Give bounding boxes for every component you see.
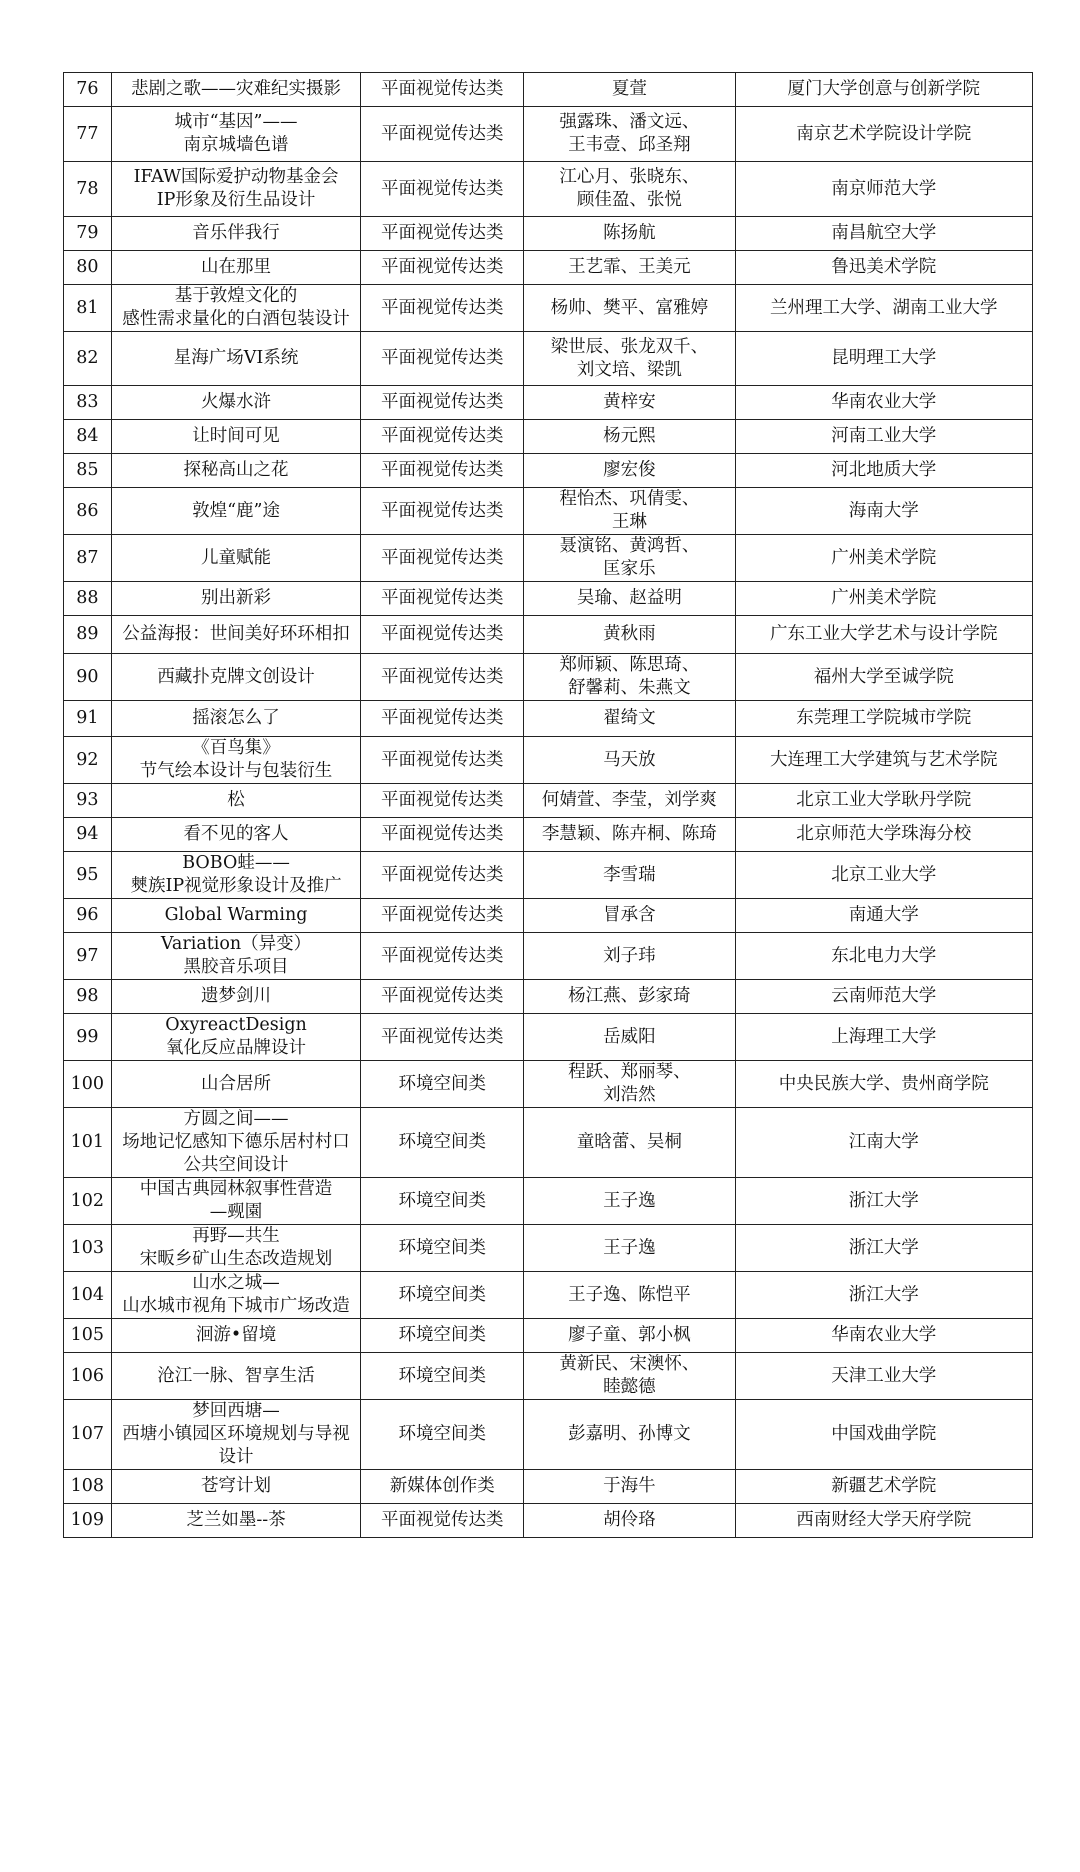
entry-number-cell: 87 [64,535,112,582]
authors-cell: 黄秋雨 [524,616,735,654]
school-cell: 河北地质大学 [735,454,1032,488]
table-row [64,332,1033,386]
table-row [64,899,1033,933]
table-row [64,582,1033,616]
authors-cell: 廖子童、郭小枫 [524,1319,735,1353]
work-title-cell: 山在那里 [111,251,361,285]
work-category-cell: 平面视觉传达类 [361,1014,524,1061]
authors-cell: 胡伶珞 [524,1504,735,1538]
work-title-cell: 基于敦煌文化的 感性需求量化的白酒包装设计 [111,285,361,332]
entry-number-cell: 92 [64,737,112,784]
table-row [64,1470,1033,1504]
table-row [64,1014,1033,1061]
table-row [64,488,1033,535]
authors-cell: 程跃、郑丽琴、 刘浩然 [524,1061,735,1108]
work-category-cell: 环境空间类 [361,1400,524,1470]
work-category-cell: 平面视觉传达类 [361,488,524,535]
school-cell: 江南大学 [735,1108,1032,1178]
table-row [64,701,1033,737]
authors-cell: 翟绮文 [524,701,735,737]
work-title-cell: 探秘高山之花 [111,454,361,488]
table-row [64,1108,1033,1178]
entry-number-cell: 106 [64,1353,112,1400]
authors-cell: 江心月、张晓东、 顾佳盈、张悦 [524,162,735,217]
work-title-cell: IFAW国际爱护动物基金会 IP形象及衍生品设计 [111,162,361,217]
work-title-cell: 让时间可见 [111,420,361,454]
work-category-cell: 平面视觉传达类 [361,332,524,386]
work-category-cell: 平面视觉传达类 [361,818,524,852]
work-category-cell: 平面视觉传达类 [361,386,524,420]
entry-number-cell: 79 [64,217,112,251]
work-title-cell: 摇滚怎么了 [111,701,361,737]
work-title-cell: 音乐伴我行 [111,217,361,251]
school-cell: 大连理工大学建筑与艺术学院 [735,737,1032,784]
entry-number-cell: 95 [64,852,112,899]
authors-cell: 于海牛 [524,1470,735,1504]
school-cell: 南京艺术学院设计学院 [735,107,1032,162]
work-title-cell: 火爆水浒 [111,386,361,420]
school-cell: 中国戏曲学院 [735,1400,1032,1470]
authors-cell: 郑师颖、陈思琦、 舒馨莉、朱燕文 [524,654,735,701]
table-row [64,1353,1033,1400]
work-title-cell: 松 [111,784,361,818]
work-title-cell: 沧江一脉、智享生活 [111,1353,361,1400]
authors-cell: 杨江燕、彭家琦 [524,980,735,1014]
work-category-cell: 平面视觉传达类 [361,852,524,899]
work-title-cell: 梦回西塘— 西塘小镇园区环境规划与导视 设计 [111,1400,361,1470]
work-category-cell: 环境空间类 [361,1319,524,1353]
entry-number-cell: 102 [64,1178,112,1225]
authors-cell: 廖宏俊 [524,454,735,488]
entry-number-cell: 91 [64,701,112,737]
school-cell: 浙江大学 [735,1225,1032,1272]
school-cell: 鲁迅美术学院 [735,251,1032,285]
entry-number-cell: 105 [64,1319,112,1353]
authors-cell: 冒承含 [524,899,735,933]
entry-number-cell: 84 [64,420,112,454]
work-title-cell: 芝兰如墨--茶 [111,1504,361,1538]
award-list-table [63,72,1033,1538]
entry-number-cell: 93 [64,784,112,818]
authors-cell: 王子逸 [524,1178,735,1225]
authors-cell: 程怡杰、巩倩雯、 王琳 [524,488,735,535]
work-title-cell: 山合居所 [111,1061,361,1108]
table-row [64,217,1033,251]
entry-number-cell: 104 [64,1272,112,1319]
work-title-cell: 悲剧之歌——灾难纪实摄影 [111,73,361,107]
authors-cell: 王子逸 [524,1225,735,1272]
school-cell: 北京师范大学珠海分校 [735,818,1032,852]
school-cell: 海南大学 [735,488,1032,535]
work-title-cell: 星海广场VI系统 [111,332,361,386]
authors-cell: 李雪瑞 [524,852,735,899]
work-title-cell: 城市“基因”—— 南京城墙色谱 [111,107,361,162]
table-row [64,454,1033,488]
entry-number-cell: 99 [64,1014,112,1061]
work-category-cell: 环境空间类 [361,1108,524,1178]
work-title-cell: 中国古典园林叙事性营造 —觋園 [111,1178,361,1225]
school-cell: 昆明理工大学 [735,332,1032,386]
work-category-cell: 平面视觉传达类 [361,616,524,654]
work-category-cell: 平面视觉传达类 [361,107,524,162]
table-row [64,1319,1033,1353]
table-row [64,737,1033,784]
table-row [64,933,1033,980]
entry-number-cell: 89 [64,616,112,654]
work-title-cell: 公益海报：世间美好环环相扣 [111,616,361,654]
authors-cell: 夏萱 [524,73,735,107]
entry-number-cell: 77 [64,107,112,162]
school-cell: 新疆艺术学院 [735,1470,1032,1504]
authors-cell: 王艺霏、王美元 [524,251,735,285]
entry-number-cell: 83 [64,386,112,420]
table-row [64,251,1033,285]
entry-number-cell: 94 [64,818,112,852]
authors-cell: 陈扬航 [524,217,735,251]
table-row [64,818,1033,852]
work-category-cell: 平面视觉传达类 [361,162,524,217]
table-row [64,73,1033,107]
entry-number-cell: 85 [64,454,112,488]
table-row [64,1225,1033,1272]
table-row [64,616,1033,654]
work-title-cell: 西藏扑克牌文创设计 [111,654,361,701]
entry-number-cell: 86 [64,488,112,535]
work-category-cell: 环境空间类 [361,1178,524,1225]
table-row [64,852,1033,899]
school-cell: 中央民族大学、贵州商学院 [735,1061,1032,1108]
table-row [64,1061,1033,1108]
school-cell: 西南财经大学天府学院 [735,1504,1032,1538]
work-category-cell: 环境空间类 [361,1061,524,1108]
authors-cell: 岳威阳 [524,1014,735,1061]
work-title-cell: 敦煌“鹿”途 [111,488,361,535]
work-category-cell: 平面视觉传达类 [361,899,524,933]
work-category-cell: 环境空间类 [361,1272,524,1319]
authors-cell: 彭嘉明、孙博文 [524,1400,735,1470]
school-cell: 厦门大学创意与创新学院 [735,73,1032,107]
table-row [64,1178,1033,1225]
authors-cell: 黄梓安 [524,386,735,420]
entry-number-cell: 98 [64,980,112,1014]
work-title-cell: Global Warming [111,899,361,933]
school-cell: 东北电力大学 [735,933,1032,980]
work-title-cell: 苍穹计划 [111,1470,361,1504]
work-category-cell: 环境空间类 [361,1353,524,1400]
authors-cell: 王子逸、陈恺平 [524,1272,735,1319]
work-category-cell: 平面视觉传达类 [361,654,524,701]
authors-cell: 杨帅、樊平、富雅婷 [524,285,735,332]
authors-cell: 童晗蕾、吴桐 [524,1108,735,1178]
table-row [64,654,1033,701]
work-title-cell: 儿童赋能 [111,535,361,582]
entry-number-cell: 96 [64,899,112,933]
entry-number-cell: 88 [64,582,112,616]
school-cell: 福州大学至诚学院 [735,654,1032,701]
authors-cell: 强露珠、潘文远、 王韦壹、邱圣翔 [524,107,735,162]
entry-number-cell: 107 [64,1400,112,1470]
entry-number-cell: 109 [64,1504,112,1538]
entry-number-cell: 76 [64,73,112,107]
work-title-cell: 洄游•留境 [111,1319,361,1353]
work-category-cell: 平面视觉传达类 [361,454,524,488]
school-cell: 广州美术学院 [735,582,1032,616]
school-cell: 北京工业大学耿丹学院 [735,784,1032,818]
authors-cell: 梁世辰、张龙双千、 刘文培、梁凯 [524,332,735,386]
school-cell: 浙江大学 [735,1178,1032,1225]
school-cell: 华南农业大学 [735,1319,1032,1353]
school-cell: 浙江大学 [735,1272,1032,1319]
table-row [64,420,1033,454]
work-category-cell: 平面视觉传达类 [361,933,524,980]
school-cell: 南京师范大学 [735,162,1032,217]
award-list-body [64,73,1033,1538]
table-row [64,162,1033,217]
work-title-cell: 《百鸟集》 节气绘本设计与包装衍生 [111,737,361,784]
school-cell: 东莞理工学院城市学院 [735,701,1032,737]
school-cell: 北京工业大学 [735,852,1032,899]
school-cell: 天津工业大学 [735,1353,1032,1400]
authors-cell: 黄新民、宋澳怀、 睦懿德 [524,1353,735,1400]
work-category-cell: 平面视觉传达类 [361,582,524,616]
work-category-cell: 平面视觉传达类 [361,737,524,784]
work-category-cell: 平面视觉传达类 [361,1504,524,1538]
work-title-cell: Variation（异变） 黑胶音乐项目 [111,933,361,980]
table-row [64,784,1033,818]
authors-cell: 刘子玮 [524,933,735,980]
work-category-cell: 平面视觉传达类 [361,784,524,818]
table-row [64,1504,1033,1538]
work-title-cell: 方圆之间—— 场地记忆感知下德乐居村村口 公共空间设计 [111,1108,361,1178]
entry-number-cell: 81 [64,285,112,332]
work-category-cell: 平面视觉传达类 [361,420,524,454]
work-title-cell: 看不见的客人 [111,818,361,852]
school-cell: 广东工业大学艺术与设计学院 [735,616,1032,654]
school-cell: 河南工业大学 [735,420,1032,454]
school-cell: 兰州理工大学、湖南工业大学 [735,285,1032,332]
work-category-cell: 新媒体创作类 [361,1470,524,1504]
entry-number-cell: 90 [64,654,112,701]
table-row [64,285,1033,332]
work-category-cell: 平面视觉传达类 [361,217,524,251]
work-category-cell: 平面视觉传达类 [361,285,524,332]
school-cell: 南通大学 [735,899,1032,933]
table-row [64,980,1033,1014]
entry-number-cell: 100 [64,1061,112,1108]
entry-number-cell: 97 [64,933,112,980]
school-cell: 南昌航空大学 [735,217,1032,251]
work-category-cell: 平面视觉传达类 [361,73,524,107]
entry-number-cell: 103 [64,1225,112,1272]
work-title-cell: 别出新彩 [111,582,361,616]
entry-number-cell: 108 [64,1470,112,1504]
work-category-cell: 环境空间类 [361,1225,524,1272]
authors-cell: 李慧颖、陈卉桐、陈琦 [524,818,735,852]
table-row [64,1400,1033,1470]
work-title-cell: OxyreactDesign 氧化反应品牌设计 [111,1014,361,1061]
school-cell: 云南师范大学 [735,980,1032,1014]
entry-number-cell: 78 [64,162,112,217]
school-cell: 广州美术学院 [735,535,1032,582]
entry-number-cell: 82 [64,332,112,386]
table-row [64,107,1033,162]
authors-cell: 吴瑜、赵益明 [524,582,735,616]
work-category-cell: 平面视觉传达类 [361,701,524,737]
work-category-cell: 平面视觉传达类 [361,980,524,1014]
entry-number-cell: 101 [64,1108,112,1178]
authors-cell: 聂演铭、黄鸿哲、 匡家乐 [524,535,735,582]
work-title-cell: 遗梦剑川 [111,980,361,1014]
school-cell: 上海理工大学 [735,1014,1032,1061]
work-category-cell: 平面视觉传达类 [361,535,524,582]
authors-cell: 杨元熙 [524,420,735,454]
table-row [64,535,1033,582]
entry-number-cell: 80 [64,251,112,285]
table-row [64,386,1033,420]
work-category-cell: 平面视觉传达类 [361,251,524,285]
table-row [64,1272,1033,1319]
work-title-cell: BOBO蛙—— 僰族IP视觉形象设计及推广 [111,852,361,899]
authors-cell: 何婧萱、李莹，刘学爽 [524,784,735,818]
work-title-cell: 山水之城— 山水城市视角下城市广场改造 [111,1272,361,1319]
authors-cell: 马天放 [524,737,735,784]
school-cell: 华南农业大学 [735,386,1032,420]
work-title-cell: 再野—共生 宋畈乡矿山生态改造规划 [111,1225,361,1272]
